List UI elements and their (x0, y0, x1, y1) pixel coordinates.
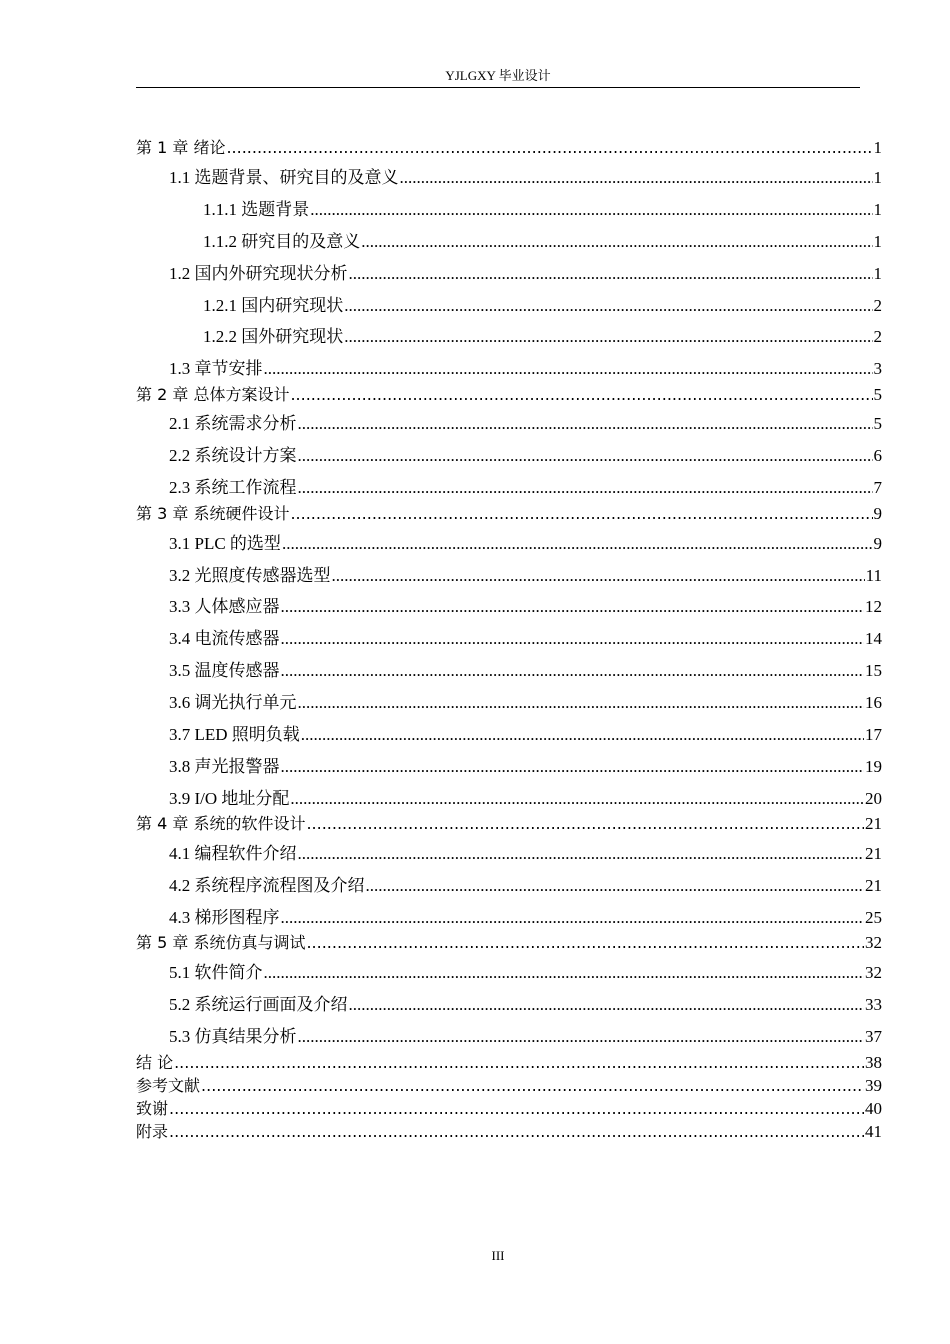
toc-entry-page: 32 (865, 963, 882, 982)
toc-entry-title: 3.8 声光报警器 (169, 757, 280, 776)
toc-entry[interactable] (136, 231, 882, 253)
toc-entry-title: 1.2.1 国内研究现状 (203, 296, 344, 315)
dot-leader (332, 565, 865, 587)
toc-entry-title: 2.1 系统需求分析 (169, 414, 297, 433)
toc-entry-title: 3.7 LED 照明负载 (169, 725, 300, 744)
toc-entry-title: 第 5 章 系统仿真与调试 (136, 933, 306, 952)
toc-entry-page: 38 (865, 1053, 882, 1072)
toc-entry[interactable] (136, 994, 882, 1016)
toc-entry-title: 3.2 光照度传感器选型 (169, 566, 331, 585)
toc-entry-page: 2 (873, 327, 882, 346)
dot-leader (290, 384, 872, 406)
toc-entry-page: 40 (865, 1099, 882, 1118)
toc-entry[interactable] (136, 477, 882, 499)
toc-entry-title: 4.3 梯形图程序 (169, 908, 280, 927)
toc-entry-title: 3.3 人体感应器 (169, 597, 280, 616)
toc-entry-title: 5.3 仿真结果分析 (169, 1027, 297, 1046)
toc-entry[interactable] (136, 565, 882, 587)
toc-entry-page: 32 (865, 933, 882, 952)
dot-leader (306, 813, 864, 835)
toc-entry[interactable] (136, 907, 882, 929)
toc-entry[interactable] (136, 263, 882, 285)
dot-leader (281, 660, 865, 682)
toc-entry[interactable] (136, 445, 882, 467)
toc-entry[interactable] (136, 596, 882, 618)
toc-entry-title: 4.1 编程软件介绍 (169, 844, 297, 863)
toc-entry-page: 1 (873, 232, 882, 251)
dot-leader (226, 137, 872, 159)
toc-entry[interactable] (136, 788, 882, 810)
dot-leader (281, 628, 865, 650)
page-header: YJLGXY 毕业设计 (445, 68, 551, 83)
toc-entry-title: 2.3 系统工作流程 (169, 478, 297, 497)
dot-leader (366, 875, 865, 897)
toc-entry-page: 21 (865, 876, 882, 895)
toc-entry[interactable] (136, 843, 882, 865)
toc-entry[interactable] (136, 1075, 882, 1097)
dot-leader (344, 326, 872, 348)
dot-leader (400, 167, 873, 189)
toc-entry-page: 25 (865, 908, 882, 927)
toc-entry-title: 结 论 (136, 1053, 174, 1072)
toc-entry-title: 3.6 调光执行单元 (169, 693, 297, 712)
toc-entry-page: 2 (873, 296, 882, 315)
toc-entry[interactable] (136, 660, 882, 682)
dot-leader (349, 994, 865, 1016)
header-rule (136, 87, 860, 88)
toc-entry-title: 1.1 选题背景、研究目的及意义 (169, 168, 399, 187)
dot-leader (306, 932, 864, 954)
toc-entry-page: 9 (873, 534, 882, 553)
toc-entry[interactable] (136, 199, 882, 221)
toc-entry[interactable] (136, 413, 882, 435)
toc-entry-title: 4.2 系统程序流程图及介绍 (169, 876, 365, 895)
toc-entry[interactable] (136, 295, 882, 317)
toc-entry-page: 41 (865, 1122, 882, 1141)
dot-leader (264, 962, 865, 984)
toc-entry[interactable] (136, 724, 882, 746)
toc-entry-page: 1 (873, 200, 882, 219)
dot-leader (201, 1075, 864, 1097)
dot-leader (169, 1098, 864, 1120)
toc-entry[interactable] (136, 326, 882, 348)
toc-entry-title: 3.1 PLC 的选型 (169, 534, 281, 553)
toc-entry-page: 39 (865, 1076, 882, 1095)
dot-leader (349, 263, 873, 285)
toc-entry-title: 致谢 (136, 1099, 169, 1118)
toc-entry[interactable] (136, 932, 882, 954)
toc-entry[interactable] (136, 137, 882, 159)
toc-entry[interactable] (136, 628, 882, 650)
dot-leader (298, 692, 865, 714)
toc-entry-page: 6 (873, 446, 882, 465)
toc-entry-page: 1 (873, 138, 882, 157)
dot-leader (169, 1121, 864, 1143)
toc-entry-title: 第 4 章 系统的软件设计 (136, 814, 306, 833)
toc-entry-title: 3.9 I/O 地址分配 (169, 789, 290, 808)
toc-entry-page: 21 (865, 844, 882, 863)
toc-entry-page: 7 (873, 478, 882, 497)
dot-leader (298, 477, 873, 499)
dot-leader (301, 724, 864, 746)
toc-entry-page: 16 (865, 693, 882, 712)
dot-leader (174, 1052, 864, 1074)
toc-entry-title: 3.4 电流传感器 (169, 629, 280, 648)
toc-entry[interactable] (136, 503, 882, 525)
toc-entry-title: 1.2 国内外研究现状分析 (169, 264, 348, 283)
toc-entry[interactable] (136, 756, 882, 778)
toc-entry-page: 9 (873, 504, 882, 523)
toc-entry-title: 参考文献 (136, 1076, 201, 1095)
dot-leader (298, 445, 873, 467)
toc-entry-title: 附录 (136, 1122, 169, 1141)
dot-leader (281, 596, 865, 618)
toc-entry-title: 1.1.2 研究目的及意义 (203, 232, 361, 251)
dot-leader (298, 413, 873, 435)
toc-entry[interactable] (136, 533, 882, 555)
toc-entry-title: 1.1.1 选题背景 (203, 200, 310, 219)
toc-entry-page: 12 (865, 597, 882, 616)
toc-entry[interactable] (136, 358, 882, 380)
toc-entry-title: 5.2 系统运行画面及介绍 (169, 995, 348, 1014)
toc-entry[interactable] (136, 1098, 882, 1120)
toc-entry-page: 15 (865, 661, 882, 680)
toc-entry-page: 1 (873, 168, 882, 187)
toc-entry-page: 21 (865, 814, 882, 833)
dot-leader (361, 231, 872, 253)
toc-entry-page: 37 (865, 1027, 882, 1046)
toc-entry[interactable] (136, 813, 882, 835)
toc-entry[interactable] (136, 167, 882, 189)
toc-entry[interactable] (136, 962, 882, 984)
dot-leader (310, 199, 872, 221)
toc-entry-title: 第 1 章 绪论 (136, 138, 226, 157)
dot-leader (281, 756, 865, 778)
toc-entry-page: 3 (873, 359, 882, 378)
toc-entry[interactable] (136, 1052, 882, 1074)
dot-leader (290, 503, 872, 525)
toc-entry[interactable] (136, 1121, 882, 1143)
toc-entry-page: 5 (873, 414, 882, 433)
dot-leader (290, 788, 864, 810)
toc-entry-title: 第 3 章 系统硬件设计 (136, 504, 290, 523)
toc-entry[interactable] (136, 384, 882, 406)
toc-entry-title: 第 2 章 总体方案设计 (136, 385, 290, 404)
toc-entry-title: 5.1 软件简介 (169, 963, 263, 982)
toc-entry[interactable] (136, 692, 882, 714)
toc-entry-page: 11 (865, 566, 882, 585)
toc-entry-page: 1 (873, 264, 882, 283)
toc-entry-page: 5 (873, 385, 882, 404)
toc-entry-title: 1.3 章节安排 (169, 359, 263, 378)
toc-entry[interactable] (136, 1026, 882, 1048)
toc-entry-title: 1.2.2 国外研究现状 (203, 327, 344, 346)
toc-entry-page: 19 (865, 757, 882, 776)
dot-leader (282, 533, 873, 555)
toc-entry-title: 3.5 温度传感器 (169, 661, 280, 680)
dot-leader (298, 843, 865, 865)
dot-leader (281, 907, 865, 929)
dot-leader (298, 1026, 865, 1048)
dot-leader (264, 358, 873, 380)
toc-entry[interactable] (136, 875, 882, 897)
toc-entry-page: 14 (865, 629, 882, 648)
toc-entry-page: 20 (865, 789, 882, 808)
toc-entry-title: 2.2 系统设计方案 (169, 446, 297, 465)
page-number: III (491, 1248, 505, 1263)
toc-entry-page: 17 (865, 725, 882, 744)
dot-leader (344, 295, 872, 317)
toc-entry-page: 33 (865, 995, 882, 1014)
